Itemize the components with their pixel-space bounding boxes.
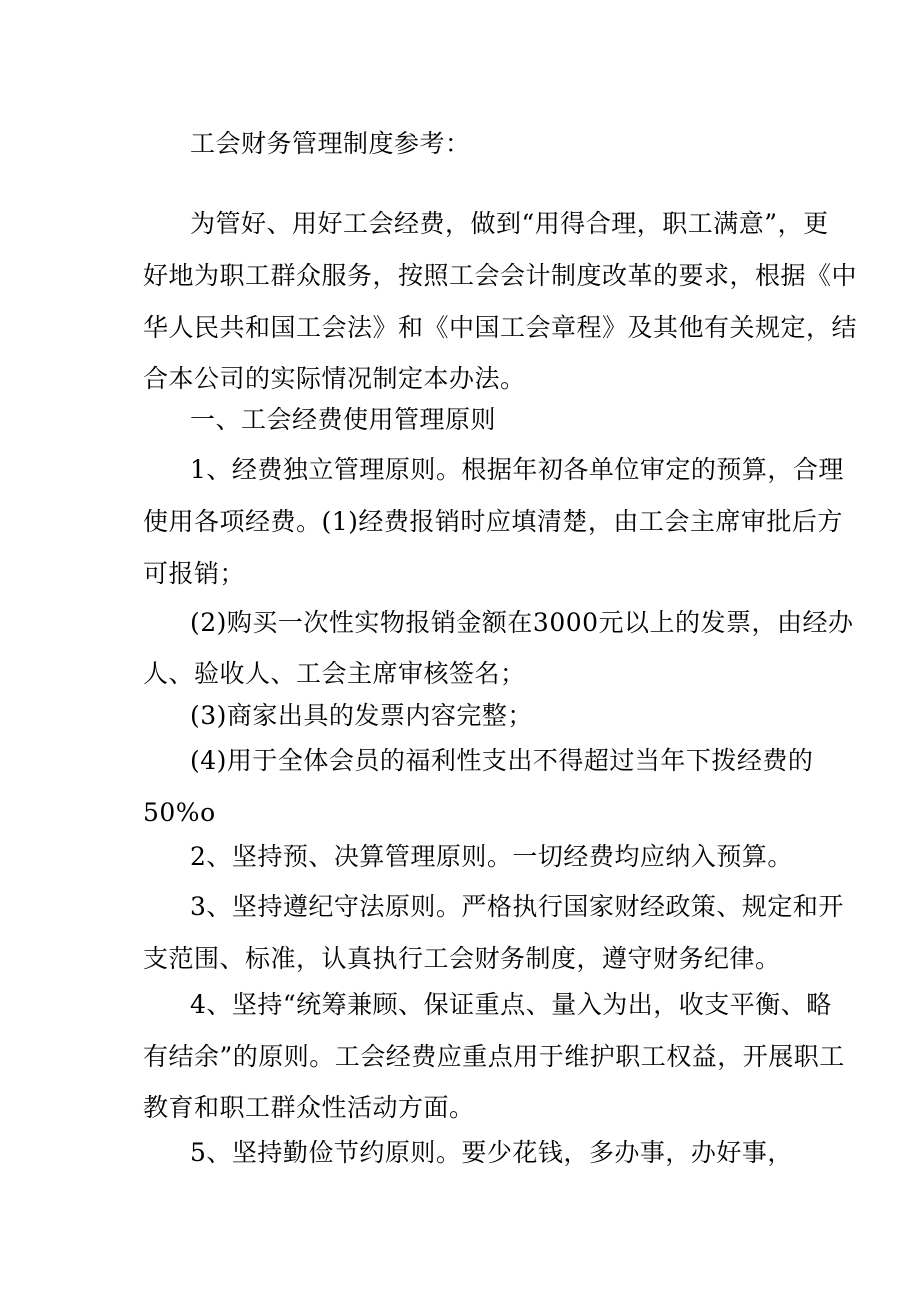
- paragraph-line: 使用各项经费。(1)经费报销时应填清楚，由工会主席审批后方: [143, 507, 843, 536]
- paragraph-line: 支范围、标准，认真执行工会财务制度，遵守财务纪律。: [143, 944, 781, 973]
- paragraph-line: 2、坚持预、决算管理原则。一切经费均应纳入预算。: [190, 842, 793, 871]
- paragraph-line: 可报销；: [143, 559, 246, 588]
- document-heading: 工会财务管理制度参考：: [190, 129, 471, 158]
- paragraph-line: (4)用于全体会员的福利性支出不得超过当年下拨经费的: [190, 746, 814, 775]
- paragraph-line: 1、经费独立管理原则。根据年初各单位审定的预算，合理: [190, 455, 844, 484]
- paragraph-line: 5、坚持勤俭节约原则。要少花钱，多办事，办好事，: [190, 1138, 793, 1167]
- paragraph-line: (3)商家出具的发票内容完整；: [190, 701, 533, 730]
- paragraph-line: 华人民共和国工会法》和《中国工会章程》及其他有关规定，结: [143, 313, 858, 342]
- paragraph-line: 3、坚持遵纪守法原则。严格执行国家财经政策、规定和开: [190, 892, 844, 921]
- paragraph-line: (2)购买一次性实物报销金额在3000元以上的发票，由经办: [190, 608, 854, 637]
- section-heading: 一、工会经费使用管理原则: [190, 405, 497, 434]
- paragraph-line: 有结余”的原则。工会经费应重点用于维护职工权益，开展职工: [143, 1042, 845, 1071]
- paragraph-line: 4、坚持“统筹兼顾、保证重点、量入为出，收支平衡、略: [190, 990, 832, 1019]
- paragraph-line: 合本公司的实际情况制定本办法。: [143, 364, 526, 393]
- paragraph-line: 人、验收人、工会主席审核签名；: [143, 659, 526, 688]
- paragraph-line: 50%o: [143, 798, 216, 827]
- paragraph-line: 教育和职工群众性活动方面。: [143, 1093, 475, 1122]
- paragraph-line: 为管好、用好工会经费，做到“用得合理，职工满意”，更: [190, 209, 829, 238]
- paragraph-line: 好地为职工群众服务，按照工会会计制度改革的要求，根据《中: [143, 261, 858, 290]
